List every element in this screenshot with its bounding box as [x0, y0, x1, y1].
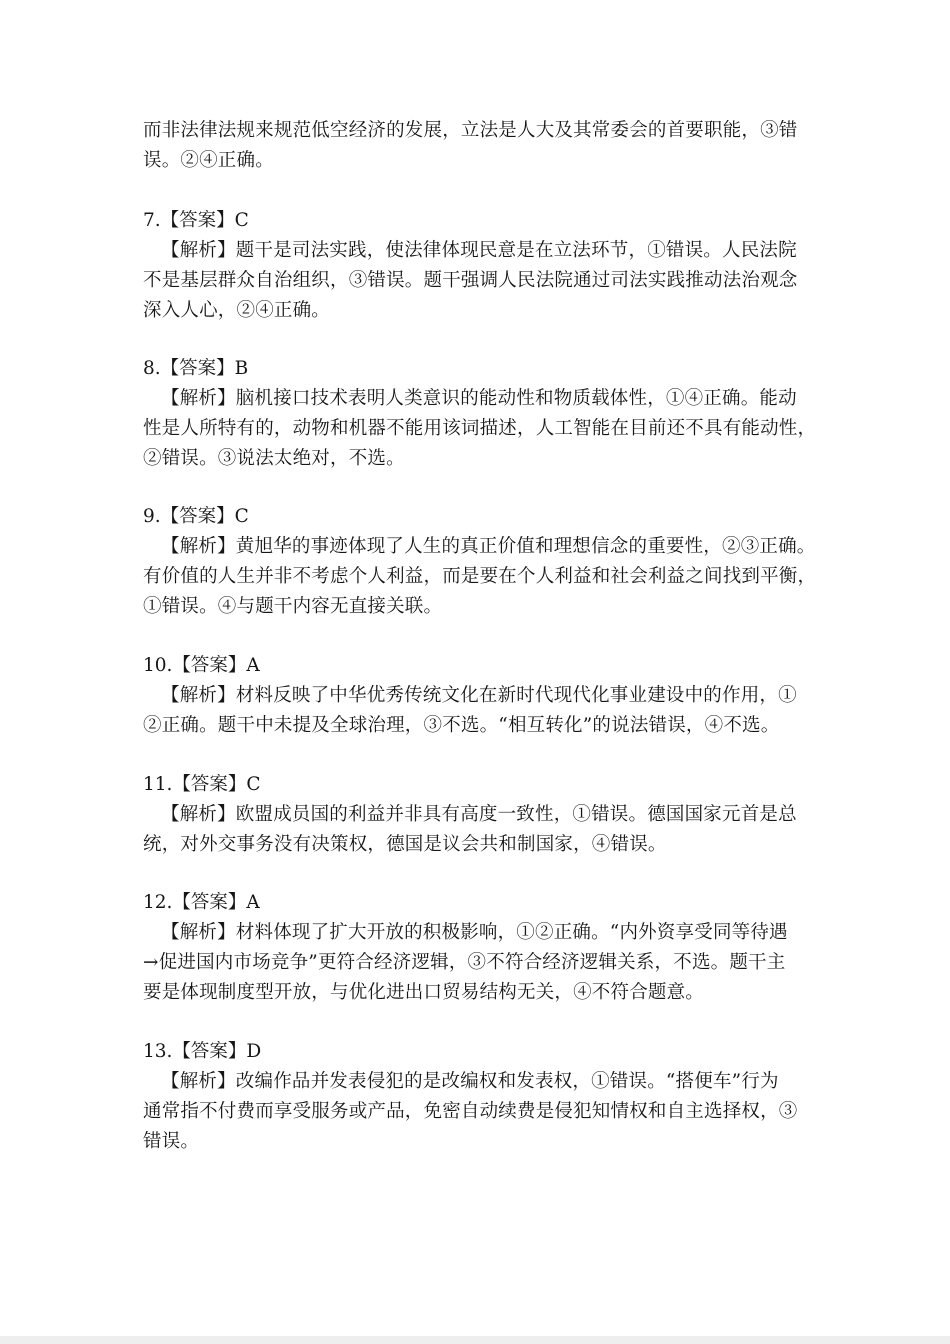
analysis-line: 【解析】材料体现了扩大开放的积极影响，①②正确。“内外资享受同等待遇	[161, 922, 788, 943]
analysis-line: 不是基层群众自治组织，③错误。题干强调人民法院通过司法实践推动法治观念	[143, 270, 798, 291]
analysis-line: →促进国内市场竞争”更符合经济逻辑，③不符合经济逻辑关系，不选。题干主	[143, 952, 786, 973]
analysis-line: 错误。	[143, 1131, 200, 1152]
text-line: 误。②④正确。	[143, 150, 274, 171]
answer-item-10	[143, 651, 823, 741]
analysis-line: 【解析】改编作品并发表侵犯的是改编权和发表权，①错误。“搭便车”行为	[161, 1071, 779, 1092]
analysis-line: 【解析】题干是司法实践，使法律体现民意是在立法环节，①错误。人民法院	[161, 240, 797, 261]
answer-item-11	[143, 770, 823, 860]
analysis-line: 有价值的人生并非不考虑个人利益，而是要在个人利益和社会利益之间找到平衡，	[143, 566, 817, 587]
analysis-line: ②正确。题干中未提及全球治理，③不选。“相互转化”的说法错误，④不选。	[143, 715, 780, 736]
analysis-line: 通常指不付费而享受服务或产品，免密自动续费是侵犯知情权和自主选择权，③	[143, 1101, 798, 1122]
answer-item-7	[143, 206, 823, 326]
text-line: 而非法律法规来规范低空经济的发展，立法是人大及其常委会的首要职能，③错	[143, 120, 798, 141]
answer-item-8	[143, 354, 823, 474]
analysis-line: 【解析】欧盟成员国的利益并非具有高度一致性，①错误。德国国家元首是总	[161, 804, 797, 825]
answer-item-13	[143, 1037, 823, 1157]
intro-paragraph	[143, 116, 823, 176]
answer-item-9	[143, 502, 823, 622]
page-bottom-edge	[0, 1336, 950, 1344]
answer-label: 13.【答案】D	[143, 1041, 262, 1062]
answer-item-12	[143, 888, 823, 1008]
analysis-line: 统，对外交事务没有决策权，德国是议会共和制国家，④错误。	[143, 834, 667, 855]
analysis-line: 性是人所特有的，动物和机器不能用该词描述，人工智能在目前还不具有能动性，	[143, 418, 817, 439]
analysis-line: 要是体现制度型开放，与优化进出口贸易结构无关，④不符合题意。	[143, 982, 705, 1003]
answer-label: 11.【答案】C	[143, 774, 261, 795]
analysis-line: 【解析】黄旭华的事迹体现了人生的真正价值和理想信念的重要性，②③正确。	[161, 536, 816, 557]
analysis-line: ①错误。④与题干内容无直接关联。	[143, 596, 443, 617]
analysis-line: 【解析】脑机接口技术表明人类意识的能动性和物质载体性，①④正确。能动	[161, 388, 797, 409]
analysis-line: 深入人心，②④正确。	[143, 300, 331, 321]
analysis-line: 【解析】材料反映了中华优秀传统文化在新时代现代化事业建设中的作用，①	[161, 685, 797, 706]
analysis-line: ②错误。③说法太绝对，不选。	[143, 448, 405, 469]
answer-label: 9.【答案】C	[143, 506, 249, 527]
answer-label: 10.【答案】A	[143, 655, 260, 676]
answer-label: 7.【答案】C	[143, 210, 249, 231]
answer-label: 8.【答案】B	[143, 358, 249, 379]
answer-label: 12.【答案】A	[143, 892, 260, 913]
